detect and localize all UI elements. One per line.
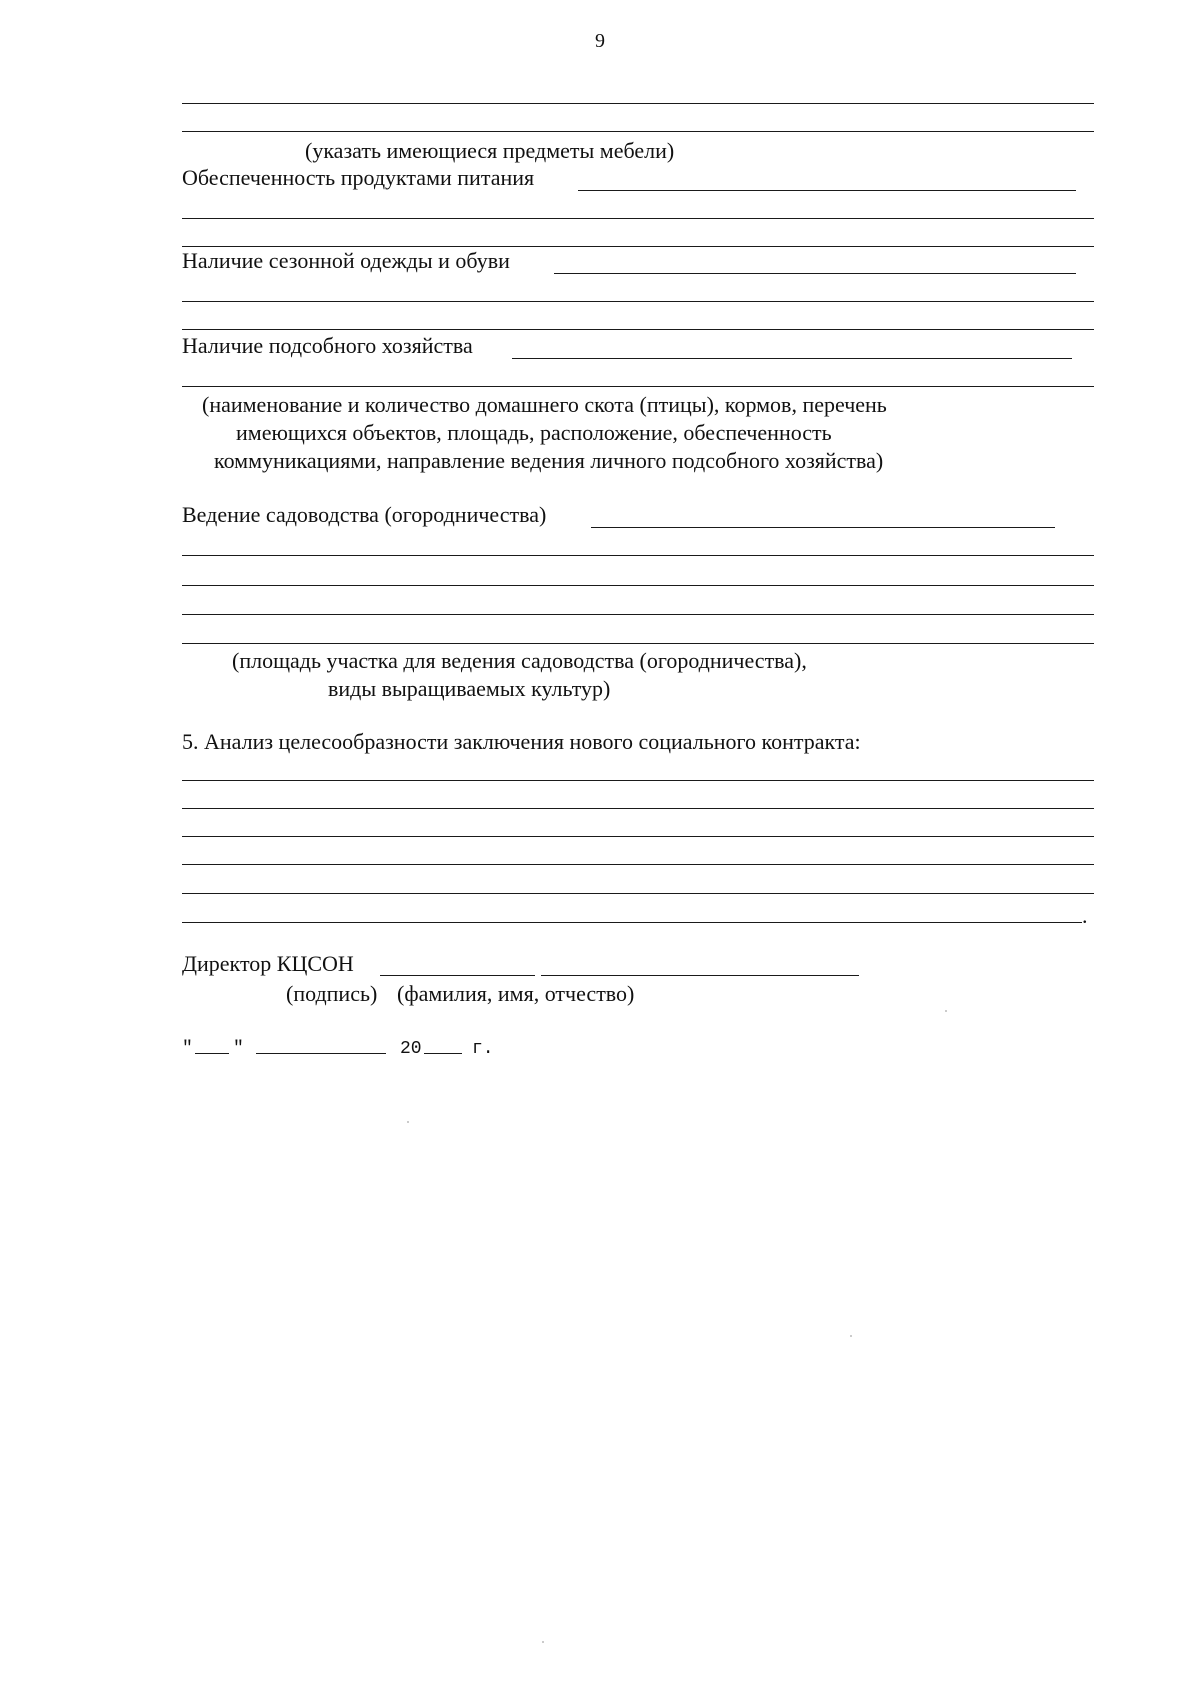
date-quote-open: ": [182, 1039, 193, 1059]
clothing-label: Наличие сезонной одежды и обуви: [182, 248, 510, 273]
blank-line[interactable]: [182, 218, 1094, 219]
household-caption-line-1: (наименование и количество домашнего скота (птицы), кормов, перечень: [202, 392, 887, 417]
scan-speck: [407, 1121, 409, 1123]
page-number: 9: [595, 30, 605, 52]
blank-line[interactable]: [182, 103, 1094, 104]
blank-line[interactable]: [182, 614, 1094, 615]
household-caption-line-2: имеющихся объектов, площадь, расположение, обеспеченность: [236, 420, 832, 445]
signature-caption: (подпись): [286, 981, 378, 1006]
gardening-fill-line[interactable]: [591, 527, 1055, 528]
blank-line[interactable]: [182, 922, 1082, 923]
director-label: Директор КЦСОН: [182, 951, 354, 976]
food-label: Обеспеченность продуктами питания: [182, 165, 535, 190]
blank-line[interactable]: [182, 301, 1094, 302]
household-caption-line-3: коммуникациями, направление ведения личного подсобного хозяйства): [214, 448, 884, 473]
scan-speck: [945, 1010, 947, 1012]
section-5-title: 5. Анализ целесообразности заключения нового социального контракта:: [182, 729, 861, 754]
blank-line[interactable]: [182, 780, 1094, 781]
blank-line[interactable]: [182, 386, 1094, 387]
scan-speck: [542, 1641, 544, 1643]
blank-line[interactable]: [182, 808, 1094, 809]
date-year-suffix: г.: [472, 1039, 494, 1059]
month-line[interactable]: [256, 1053, 386, 1054]
furniture-caption: (указать имеющиеся предметы мебели): [305, 138, 675, 163]
food-fill-line[interactable]: [578, 190, 1076, 191]
signature-line[interactable]: [380, 975, 535, 976]
gardening-caption-line-2: виды выращиваемых культур): [328, 676, 611, 701]
blank-line[interactable]: [182, 893, 1094, 894]
blank-line[interactable]: [182, 131, 1094, 132]
blank-line[interactable]: [182, 555, 1094, 556]
clothing-fill-line[interactable]: [554, 273, 1076, 274]
blank-line[interactable]: [182, 643, 1094, 644]
full-name-caption: (фамилия, имя, отчество): [397, 981, 635, 1006]
blank-line[interactable]: [182, 864, 1094, 865]
date-century: 20: [400, 1039, 422, 1059]
blank-line[interactable]: [182, 585, 1094, 586]
full-name-line[interactable]: [541, 975, 859, 976]
gardening-caption-line-1: (площадь участка для ведения садоводства (огородничества),: [232, 648, 807, 673]
gardening-label: Ведение садоводства (огородничества): [182, 502, 547, 527]
household-fill-line[interactable]: [512, 358, 1072, 359]
blank-line[interactable]: [182, 836, 1094, 837]
date-quote-close: ": [233, 1039, 244, 1059]
section-5-end-mark: .: [1082, 903, 1088, 928]
day-line[interactable]: [195, 1053, 229, 1054]
scan-speck: [850, 1335, 852, 1337]
year-line[interactable]: [424, 1053, 462, 1054]
blank-line[interactable]: [182, 329, 1094, 330]
household-label: Наличие подсобного хозяйства: [182, 333, 473, 358]
